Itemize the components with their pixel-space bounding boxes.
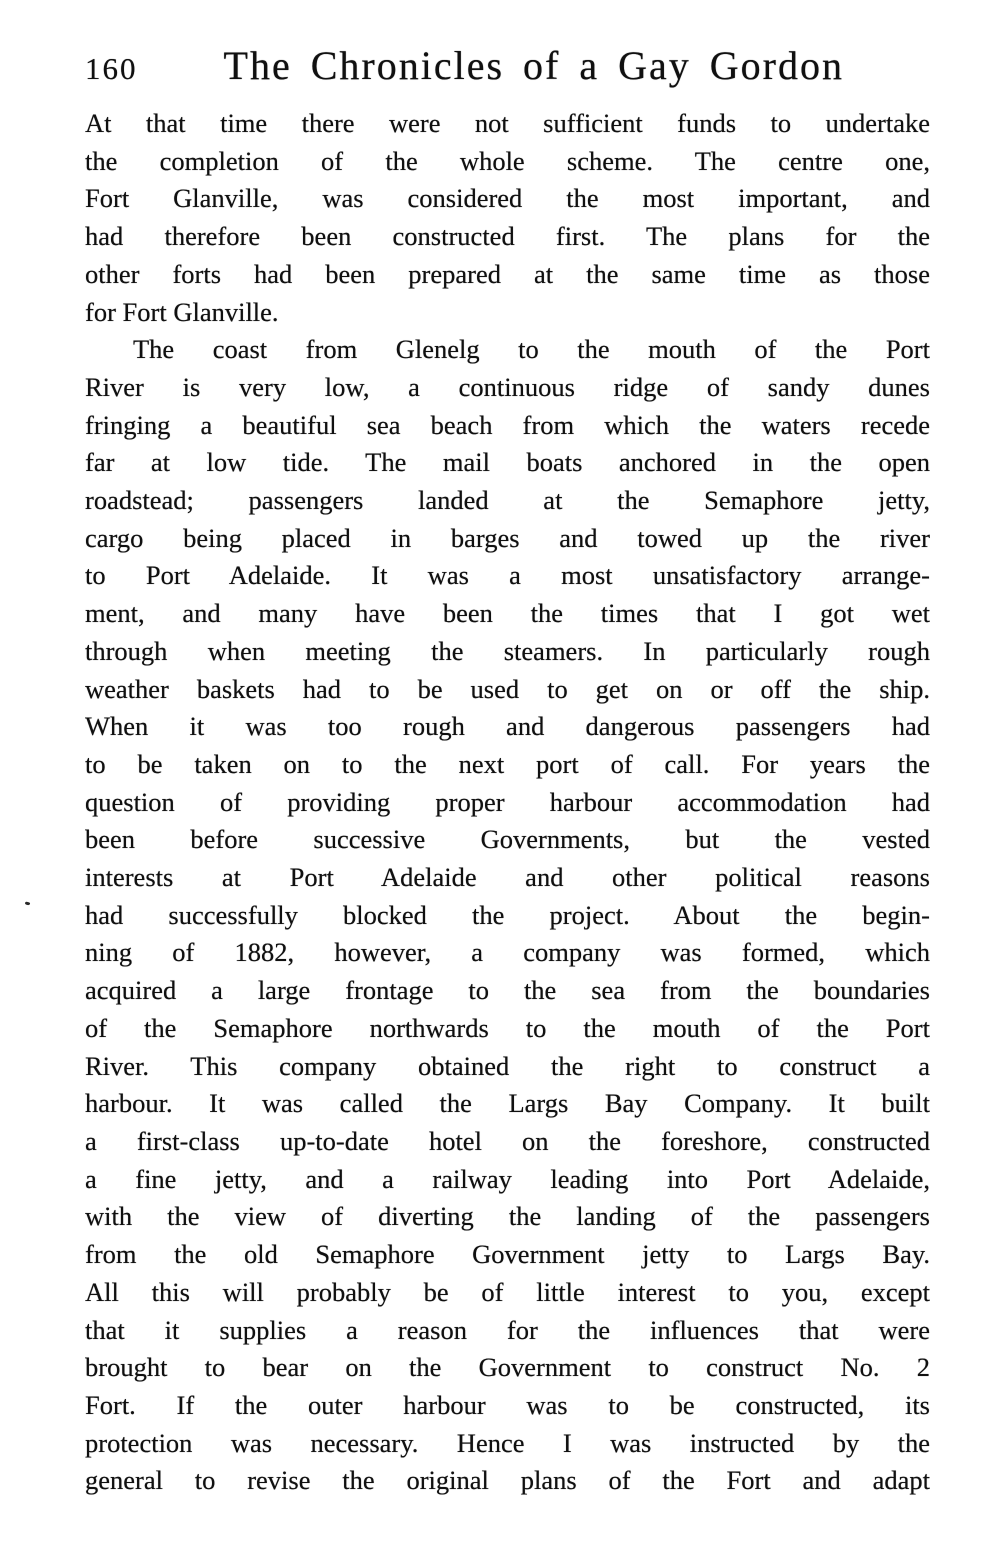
text-line: protection was necessary. Hence I was instructed by the xyxy=(85,1427,930,1458)
text-line: of the Semaphore northwards to the mouth of the Port xyxy=(85,1012,930,1043)
paragraph xyxy=(85,331,930,1500)
text-line: from the old Semaphore Government jetty to Largs Bay. xyxy=(85,1239,930,1270)
text-line: a fine jetty, and a railway leading into Port Adelaide, xyxy=(85,1163,930,1194)
text-line: The coast from Glenelg to the mouth of the Port xyxy=(133,334,930,365)
text-line: ning of 1882, however, a company was formed, which xyxy=(85,937,930,968)
text-line: to be taken on to the next port of call. For years the xyxy=(85,748,930,779)
text-line: roadstead; passengers landed at the Semaphore jetty, xyxy=(85,485,930,516)
text-line: that it supplies a reason for the influences that were xyxy=(85,1314,930,1345)
text-line: Fort Glanville, was considered the most important, and xyxy=(85,183,930,214)
paragraph xyxy=(85,105,930,331)
text-line: far at low tide. The mail boats anchored in the open xyxy=(85,447,930,478)
text-line: other forts had been prepared at the same time as those xyxy=(85,258,930,289)
text-line: had therefore been constructed first. The plans for the xyxy=(85,221,930,252)
text-line: the completion of the whole scheme. The centre one, xyxy=(85,145,930,176)
text-line: At that time there were not sufficient funds to undertake xyxy=(85,108,930,138)
text-line: to Port Adelaide. It was a most unsatisfactory arrange- xyxy=(85,560,930,591)
text-line: When it was too rough and dangerous passengers had xyxy=(85,711,930,742)
page-body xyxy=(85,105,930,1500)
text-line: cargo being placed in barges and towed up the river xyxy=(85,522,930,553)
text-line: had successfully blocked the project. About the begin- xyxy=(85,899,930,930)
text-line: Fort. If the outer harbour was to be constructed, its xyxy=(85,1389,930,1420)
text-line: ment, and many have been the times that I got wet xyxy=(85,598,930,629)
page-number: 160 xyxy=(85,51,138,86)
text-line: through when meeting the steamers. In particularly rough xyxy=(85,635,930,666)
page-title: The Chronicles of a Gay Gordon xyxy=(223,43,844,88)
text-line: with the view of diverting the landing of the passengers xyxy=(85,1201,930,1232)
text-line: River is very low, a continuous ridge of sandy dunes xyxy=(85,371,930,402)
text-line: been before successive Governments, but the vested xyxy=(85,824,930,855)
text-line: question of providing proper harbour accommodation had xyxy=(85,786,930,817)
running-header xyxy=(85,42,930,89)
text-line: harbour. It was called the Largs Bay Company. It built xyxy=(85,1088,930,1119)
text-line: acquired a large frontage to the sea from the boundaries xyxy=(85,975,930,1006)
text-line: a first-class up-to-date hotel on the foreshore, constructed xyxy=(85,1125,930,1156)
text-line: interests at Port Adelaide and other political reasons xyxy=(85,862,930,893)
text-line: general to revise the original plans of the Fort and adapt xyxy=(85,1465,930,1496)
text-line: for Fort Glanville. xyxy=(85,296,279,327)
text-line: River. This company obtained the right to construct a xyxy=(85,1050,930,1081)
text-line: fringing a beautiful sea beach from which the waters recede xyxy=(85,409,930,440)
text-line: brought to bear on the Government to construct No. 2 xyxy=(85,1352,930,1383)
ink-speck xyxy=(25,901,31,905)
text-line: weather baskets had to be used to get on or off the ship. xyxy=(85,673,930,704)
text-line: All this will probably be of little interest to you, except xyxy=(85,1276,930,1307)
